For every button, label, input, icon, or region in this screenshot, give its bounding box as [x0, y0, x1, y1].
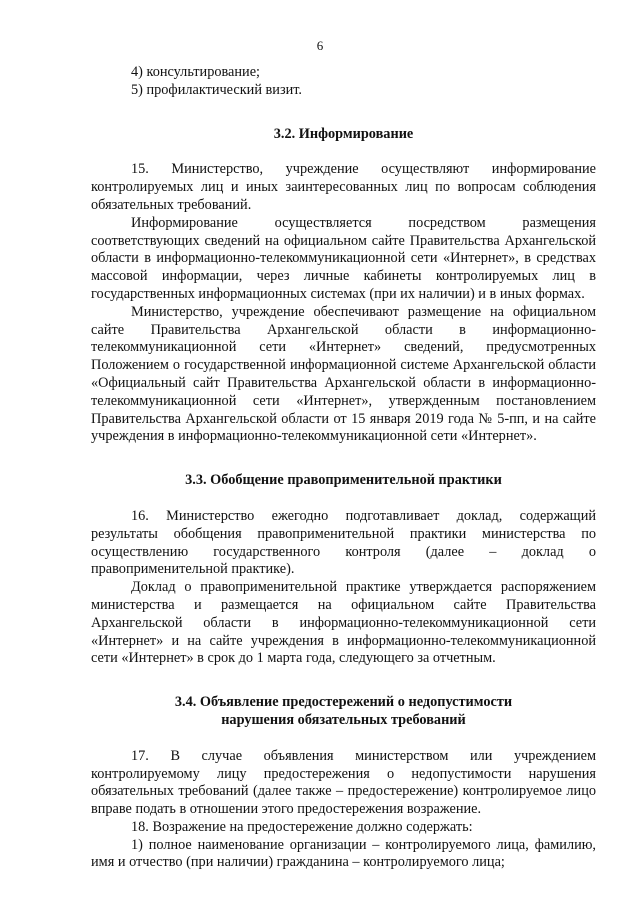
paragraph: 18. Возражение на предостережение должно содержать:	[131, 818, 473, 835]
section-heading: 3.4. Объявление предостережений о недопустимости	[174, 694, 513, 711]
document-body	[91, 64, 596, 872]
page-number: 6	[316, 38, 324, 53]
paragraph: 16. Министерство ежегодно подготавливает доклад, содержащий результаты обобщения правоприменительной практики министерства по осуществлению государственного контроля (далее – доклад о правоприменительной практике).	[91, 507, 596, 578]
paragraph: Информирование осуществляется посредством размещения соответствующих сведений на официальном сайте Правительства Архангельской области в информационно-телекоммуникационной сети «Интернет», в средствах массовой информации, через личные кабинеты контролируемых лиц в государственных информационных системах (при их наличии) и в иных формах.	[91, 214, 596, 302]
paragraph: 15. Министерство, учреждение осуществляют информирование контролируемых лиц и иных заинтересованных лиц по вопросам соблюдения обязательных требований.	[91, 161, 596, 213]
list-item: 4) консультирование;	[131, 64, 261, 80]
paragraph: Министерство, учреждение обеспечивают размещение на официальном сайте Правительства Архангельской области в информационно-телекоммуникационной сети «Интернет» сведений, предусмотренных Положением о государственной информационной системе Архангельской области «Официальный сайт Правительства Архангельской области в информационно-телекоммуникационной сети «Интернет», утвержденным постановлением Правительства Архангельской области от 15 января 2019 года № 5-пп, и на сайте учреждения в информационно-телекоммуникационной сети «Интернет».	[91, 303, 596, 445]
list-item: 5) профилактический визит.	[131, 81, 302, 98]
paragraph: 1) полное наименование организации – контролируемого лица, фамилию, имя и отчество (при наличии) гражданина – контролируемого лица;	[91, 836, 596, 871]
section-heading: нарушения обязательных требований	[221, 711, 466, 728]
section-heading: 3.2. Информирование	[273, 125, 414, 142]
section-heading: 3.3. Обобщение правоприменительной практики	[185, 472, 502, 489]
paragraph: Доклад о правоприменительной практике утверждается распоряжением министерства и размещается на официальном сайте Правительства Архангельской области в информационно-телекоммуникационной сети «Интернет» и на сайте учреждения в информационно-телекоммуникационной сети «Интернет» в срок до 1 марта года, следующего за отчетным.	[91, 579, 596, 667]
paragraph: 17. В случае объявления министерством или учреждением контролируемому лицу предостережения о недопустимости нарушения обязательных требований (далее также – предостережение) контролируемое лицо вправе подать в отношении этого предостережения возражение.	[91, 747, 596, 818]
